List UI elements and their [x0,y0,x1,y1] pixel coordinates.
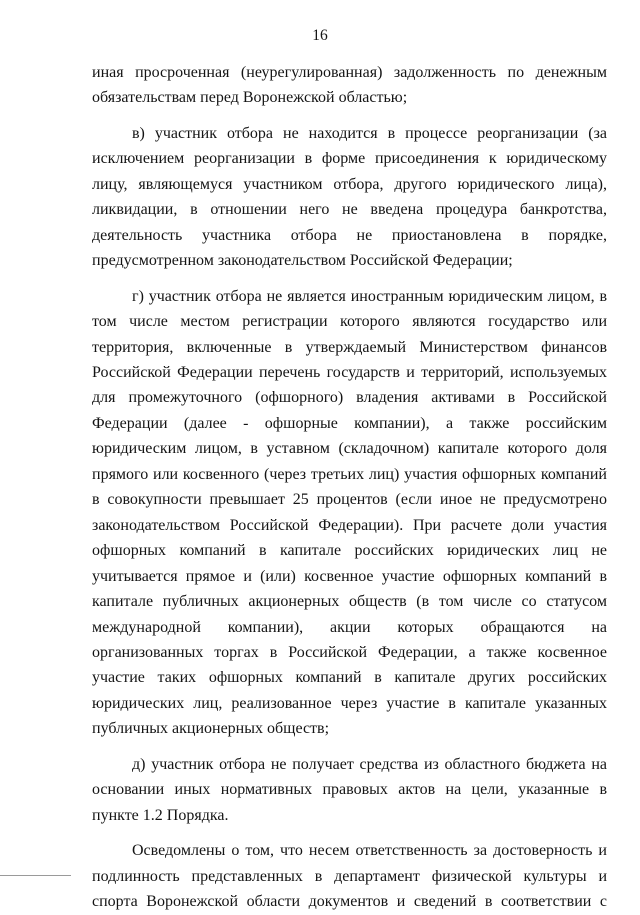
footer-rule [0,875,71,876]
paragraph-item-v: в) участник отбора не находится в процессе реорганизации (за исключением реорганизации в форме присоединения к юридическому лицу, являющемуся участником отбора, другого юридического лица), ликвидации, в отношении него не введена процедура банкротства, деятельность участника отбора не приостановлена в порядке, предусмотренном законодательством Российской Федерации; [92,124,607,270]
document-body [92,60,607,915]
page-number: 16 [312,27,328,44]
paragraph-item-g: г) участник отбора не является иностранным юридическим лицом, в том числе местом регистрации которого являются государство или территория, включенные в утверждаемый Министерством финансов Российской Федерации перечень государств и территорий, используемых для промежуточного (офшорного) владения активами в Российской Федерации (далее - офшорные компании), а также российским юридическим лицом, в уставном (складочном) капитале которого доля прямого или косвенного (через третьих лиц) участия офшорных компаний в совокупности превышает 25 процентов (если иное не предусмотрено законодательством Российской Федерации). При расчете доли участия офшорных компаний в капитале российских юридических лиц не учитывается прямое и (или) косвенное участие офшорных компаний в капитале публичных акционерных обществ (в том числе со статусом международной компании), акции которых обращаются на организованных торгах в Российской Федерации, а также косвенное участие таких офшорных компаний в капитале других российских юридических лиц, реализованное через участие в капитале указанных публичных акционерных обществ; [92,287,607,738]
paragraph-acknowledgement: Осведомлены о том, что несем ответственность за достоверность и подлинность представленных в департамент физической культуры и спорта Воронежской области документов и сведений в соответствии с [92,842,607,911]
paragraph-continuation: иная просроченная (неурегулированная) задолженность по денежным обязательствам перед Воронежской областью; [92,64,607,107]
paragraph-item-d: д) участник отбора не получает средства из областного бюджета на основании иных нормативных правовых актов на цели, указанные в пункте 1.2 Порядка. [92,755,607,824]
